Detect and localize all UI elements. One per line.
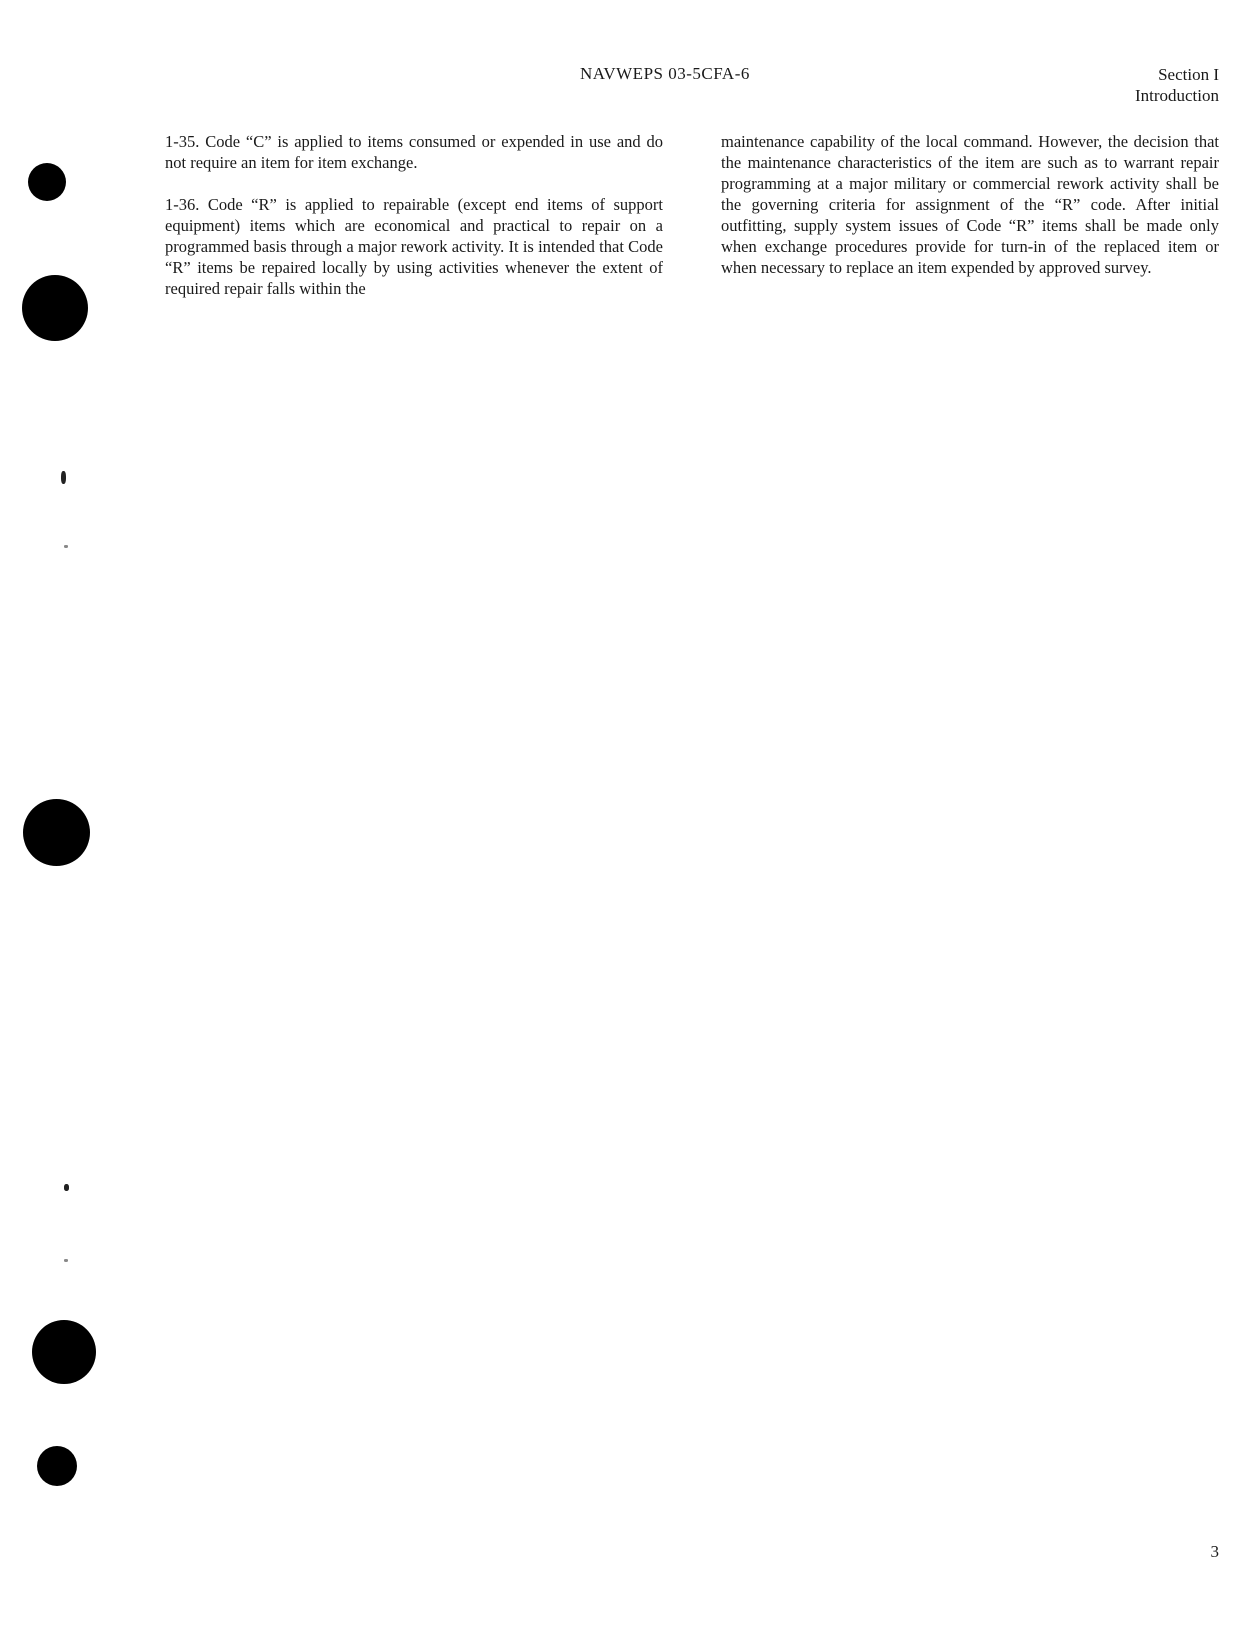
punch-hole-2 <box>22 275 88 341</box>
punch-hole-5 <box>37 1446 77 1486</box>
right-column <box>721 131 1219 299</box>
document-number: NAVWEPS 03-5CFA-6 <box>580 64 750 83</box>
scan-speck <box>64 545 68 548</box>
punch-hole-1 <box>28 163 66 201</box>
paragraph-1-36: 1-36. Code “R” is applied to repairable (except end items of support equipment) items which are economical and practical to repair on a programmed basis through a major rework activity. It is intended that Code “R” items be repaired locally by using activities whenever the extent of required repair falls within the <box>165 195 663 298</box>
section-heading <box>1135 64 1219 106</box>
scan-speck <box>64 1259 68 1262</box>
section-title: Introduction <box>1134 86 1219 105</box>
paragraph-1-35: 1-35. Code “C” is applied to items consumed or expended in use and do not require an item for item exchange. <box>165 132 663 172</box>
scan-speck <box>64 1184 69 1191</box>
punch-hole-3 <box>23 799 90 866</box>
section-label: Section I <box>1158 65 1219 84</box>
left-column <box>165 131 663 320</box>
scan-speck <box>61 471 66 484</box>
page-number: 3 <box>1210 1542 1219 1561</box>
paragraph-1-36-continued: maintenance capability of the local command. However, the decision that the maintenance characteristics of the item are such as to warrant repair programming at a major military or commercial rework activity shall be the governing criteria for assignment of the “R” code. After initial outfitting, supply system issues of Code “R” items shall be made only when exchange procedures provide for turn-in of the replaced item or when necessary to replace an item expended by approved survey. <box>721 132 1219 277</box>
punch-hole-4 <box>32 1320 96 1384</box>
